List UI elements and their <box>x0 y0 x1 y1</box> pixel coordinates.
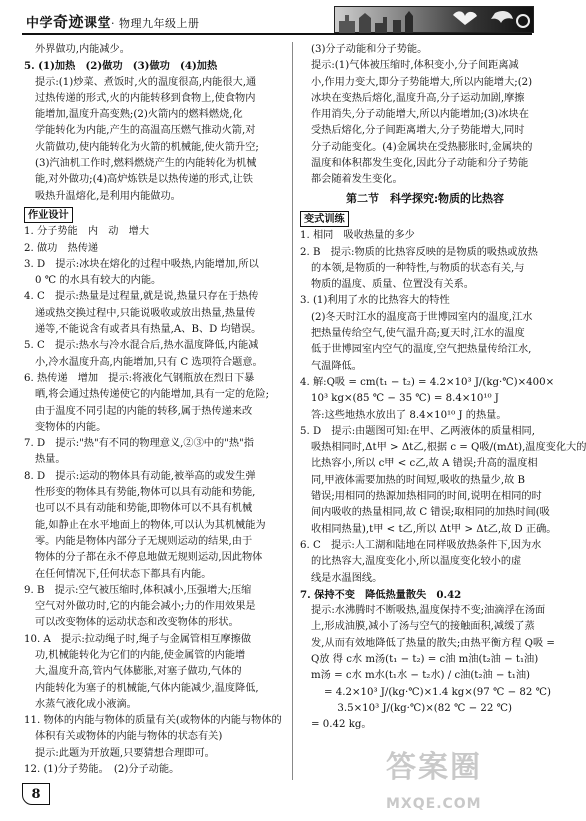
text-line: 小,冷水温度升高,内能增加,只有 C 选项符合题意。 <box>35 356 263 368</box>
text-line: 提示:此题为开放题,只要猜想合理即可。 <box>35 747 215 759</box>
text-line: 大,温度升高,管内气体膨胀,对塞子做功,气体的 <box>35 666 242 678</box>
text-line: 7. 保持不变 降低热量散失 0.42 <box>300 588 462 601</box>
text-line: 功,机械能转化为它们的内能,使金属管的内能增 <box>35 649 246 661</box>
text-line: 吸热升温熔化,是利用内能做功。 <box>35 190 181 202</box>
text-line: 物质的温度、质量、位置没有关系。 <box>311 279 474 291</box>
header-brand: 中学 <box>26 16 54 31</box>
text-line: 1. 分子势能 内 动 增大 <box>24 226 150 238</box>
page-header <box>0 0 563 38</box>
watermark <box>386 750 482 812</box>
text-line: 内能转化为塞子的机械能,气体内能减少,温度降低, <box>35 682 259 694</box>
text-line: 10³ kg×(85 ℃ − 35 ℃) = 8.4×10¹⁰ J <box>311 393 499 405</box>
header-brand-mark: 奇迹 <box>53 13 85 31</box>
text-line: 也可以不具有动能和势能,即物体可以不具有机械 <box>35 503 253 515</box>
text-line: 12. (1)分子势能。 (2)分子动能。 <box>24 764 180 776</box>
text-line: 提示:(1)气体被压缩时,体积变小,分子间距离减 <box>311 60 519 72</box>
text-line: 气温降低。 <box>311 360 362 372</box>
text-line: 吸热相同时,Δt甲 > Δt乙,根据 c = Q吸/(mΔt),温度变化大的 <box>311 442 586 454</box>
section-heading-row <box>300 209 550 228</box>
text-line: 发,从而有效地降低了热量的散失;由热平衡方程 Q吸 = <box>311 637 555 649</box>
text-line: 学能转化为内能,产生的高温高压燃气推动火箭,对 <box>35 125 256 137</box>
text-line: 零。内能是物体内部分子无规则运动的结果,由于 <box>35 535 253 547</box>
text-line: 递或热交换过程中,只能说吸收或放出热量,热量传 <box>35 307 256 319</box>
text-line: 4. C 提示:热量是过程量,就是说,热量只存在于热传 <box>24 291 259 303</box>
text-line: 0 ℃ 的水具有较大的内能。 <box>35 275 162 287</box>
text-line: 过热传递的形式,火的内能转移到食物上,使食物内 <box>35 92 256 104</box>
text-line: 9. B 提示:空气被压缩时,体积减小,压强增大;压缩 <box>24 584 252 596</box>
text-line: 10. A 提示:拉动绳子时,绳子与金属管相互摩擦做 <box>24 633 252 645</box>
text-line: 比热容小,所以 c甲 < c乙,故 A 错误;升高的温度相 <box>311 458 538 470</box>
text-line: 6. 热传递 增加 提示:将液化气钢瓶放在烈日下暴 <box>24 372 255 384</box>
watermark-line2: MXQE.COM <box>386 796 482 812</box>
text-line: 4. 解:Q吸 = cm(t₁ − t₂) = 4.2×10³ J/(kg·℃)×400× <box>300 376 555 388</box>
header-subtitle: · 物理九年级上册 <box>111 17 200 30</box>
text-line: 错误;用相同的热源加热相同的时间,说明在相同的时 <box>311 491 542 503</box>
text-line: 11. 物体的内能与物体的质量有关(或物体的内能与物体的 <box>24 715 282 727</box>
header-brand-rest: 课堂 <box>84 16 112 31</box>
text-line: 7. D 提示:"热"有不同的物理意义,②③中的"热"指 <box>24 438 254 450</box>
text-line: 提示:水沸腾时不断吸热,温度保持不变;油滴浮在汤面 <box>311 605 546 617</box>
text-line: 能,对外做功;(4)高炉炼铁是以热传递的形式,让铁 <box>35 174 253 186</box>
text-line: 收相同热量),t甲 < t乙,所以 Δt甲 > Δt乙,故 D 正确。 <box>311 523 557 535</box>
section-box-heading: 变式训练 <box>300 211 349 227</box>
section-box-heading: 作业设计 <box>24 207 73 223</box>
text-line: 1. 相同 吸收热量的多少 <box>300 230 415 242</box>
text-line: = 0.42 kg。 <box>311 719 372 731</box>
text-line: 在任何情况下,任何状态下都具有内能。 <box>35 568 212 580</box>
text-line: 小,作用力变大,即分子势能增大,所以内能增大;(2) <box>311 76 533 88</box>
text-line: 由于温度不同引起的内能的转移,属于热传递来改 <box>35 405 253 417</box>
right-column <box>300 42 586 733</box>
text-line: 物体的分子都在永不停息地做无规则运动,因此物体 <box>35 552 263 564</box>
text-line: 低于世博园室内空气的温度,空气把热量传给江水, <box>311 344 532 356</box>
text-line: (2)冬天时江水的温度高于世博园室内的温度,江水 <box>311 311 533 323</box>
watermark-line1: 答案圈 <box>386 750 482 785</box>
text-line: 受热后熔化,分子间距离增大,分子势能增大,同时 <box>311 125 525 137</box>
text-line: 变物体的内能。 <box>35 421 107 433</box>
text-line: 热量。 <box>35 454 66 466</box>
text-line: 分子动能变化。(4)金属块在受热膨胀时,金属块的 <box>311 141 533 153</box>
text-line: 5. (1)加热 (2)做功 (3)做功 (4)加热 <box>24 60 218 73</box>
left-column <box>24 42 282 778</box>
text-line: 空气对外做功时,它的内能会减小;力的作用效果是 <box>35 601 256 613</box>
text-line: 同,甲液体需要加热的时间短,吸收的热量少,故 B <box>311 474 526 486</box>
text-line: 温度和体积都发生变化,因此分子动能和分子势能 <box>311 158 529 170</box>
text-line: m汤 = c水 m水(t₁水 − t₂水) / c油(t₂油 − t₁油) <box>311 670 531 682</box>
text-line: 性形变的物体具有势能,物体可以具有动能和势能, <box>35 487 256 499</box>
text-line: 2. B 提示:物质的比热容反映的是物质的吸热或放热 <box>300 246 538 258</box>
text-line: 3.5×10³ J/(kg·℃)×(82 ℃ − 22 ℃) <box>324 702 512 714</box>
text-line: 上,形成油膜,减小了汤与空气的接触面积,减缓了蒸 <box>311 621 535 633</box>
text-line: Q放 得 c水 m汤(t₁ − t₂) = c油 m油(t₂油 − t₁油) <box>311 653 539 665</box>
text-line: 水蒸气液化成小液滴。 <box>35 698 137 710</box>
text-line: 答:这些地热水放出了 8.4×10¹⁰ J 的热量。 <box>311 409 507 421</box>
text-line: 可以改变物体的运动状态和改变物体的形状。 <box>35 617 239 629</box>
text-line: 递等,不能说含有或者具有热量,A、B、D 均错误。 <box>35 324 262 336</box>
text-line: 2. 做功 热传递 <box>24 242 99 254</box>
text-line: 能,如静止在水平地面上的物体,可以认为其机械能为 <box>35 519 266 531</box>
text-line: 提示:(1)炒菜、煮饭时,火的温度很高,内能很大,通 <box>35 76 257 88</box>
text-line: 火箭做功,使内能转化为火箭的机械能,使火箭升空; <box>35 141 259 153</box>
text-line: 作用消失,分子动能增大,所以内能增加;(3)冰块在 <box>311 109 529 121</box>
text-line: (3)汽油机工作时,燃料燃烧产生的内能转化为机械 <box>35 158 257 170</box>
text-line: 的比热容大,温度变化小,所以温度变化较小的虚 <box>311 556 522 568</box>
text-line: 晒,将会通过热传递使它的内能增加,具有一定的危险; <box>35 389 270 401</box>
text-line: 都会随着发生变化。 <box>311 174 403 186</box>
header-decoration-image <box>334 6 534 33</box>
section-title: 第二节 科学探究:物质的比热容 <box>345 191 505 205</box>
column-divider <box>292 42 293 780</box>
text-line: 5. D 提示:由题图可知:在甲、乙两液体的质量相同, <box>300 425 535 437</box>
section-heading-row <box>24 205 274 224</box>
text-line: 6. C 提示:人工湖和陆地在同样吸放热条件下,因为水 <box>300 539 542 551</box>
text-line: 体积有关或物体的内能与物体的状态有关) <box>35 731 223 743</box>
page-number: 8 <box>22 783 50 805</box>
text-line: 3. (1)利用了水的比热容大的特性 <box>300 295 450 307</box>
text-line: 间内吸收的热量相同,故 C 错误;取相同的加热时间(吸 <box>311 507 550 519</box>
text-line: 把热量传给空气,使气温升高;夏天时,江水的温度 <box>311 328 525 340</box>
header-rule <box>22 33 532 35</box>
skyline-icon <box>335 7 535 34</box>
text-line: 外界做功,内能减少。 <box>35 44 130 55</box>
text-line: 5. C 提示:热水与冷水混合后,热水温度降低,内能减 <box>24 340 259 352</box>
header-title <box>26 14 200 32</box>
text-line: 冰块在变热后熔化,温度升高,分子运动加剧,摩擦 <box>311 92 525 104</box>
text-line: = 4.2×10³ J/(kg·℃)×1.4 kg×(97 ℃ − 82 ℃) <box>324 686 551 698</box>
text-line: 3. D 提示:冰块在熔化的过程中吸热,内能增加,所以 <box>24 258 259 270</box>
text-line: (3)分子动能和分子势能。 <box>311 44 428 55</box>
text-line: 线是水温图线。 <box>311 572 383 584</box>
text-line: 能增加,温度升高变熟;(2)火箭内的燃料燃烧,化 <box>35 109 243 121</box>
text-line: 8. D 提示:运动的物体具有动能,被举高的或发生弹 <box>24 470 256 482</box>
text-line: 的本领,是物质的一种特性,与物质的状态有关,与 <box>311 262 525 274</box>
